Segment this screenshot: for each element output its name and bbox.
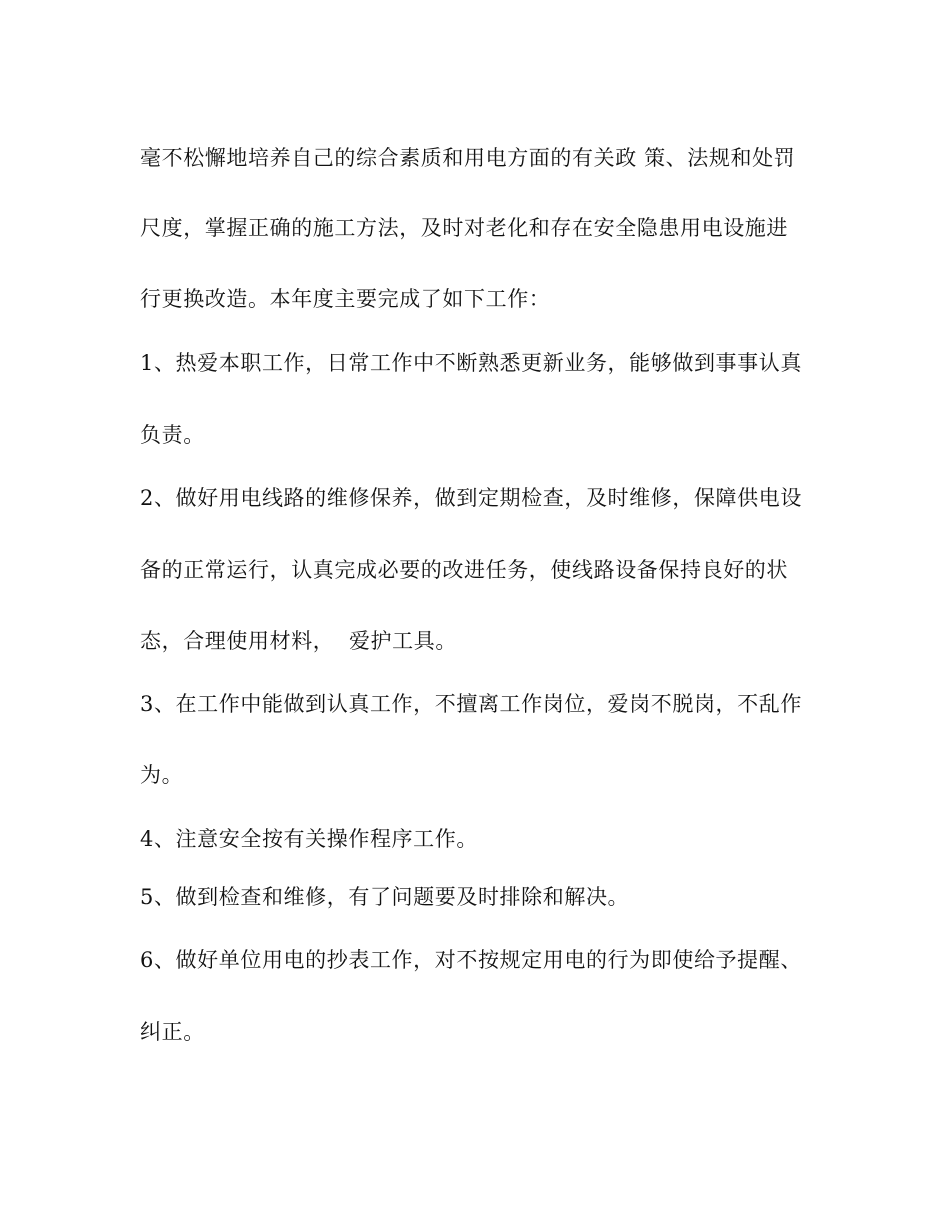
list-item-6-line-2: 纠正。 bbox=[140, 1020, 205, 1044]
paragraph-intro-line-2: 尺度，掌握正确的施工方法，及时对老化和存在安全隐患用电设施进 bbox=[140, 216, 788, 240]
paragraph-intro-line-3: 行更换改造。本年度主要完成了如下工作： bbox=[140, 287, 551, 311]
list-item-6-line-1: 6、做好单位用电的抄表工作，对不按规定用电的行为即使给予提醒、 bbox=[140, 948, 802, 972]
list-item-2-line-2: 备的正常运行，认真完成必要的改进任务，使线路设备保持良好的状 bbox=[140, 558, 788, 582]
list-item-1-line-1: 1、热爱本职工作，日常工作中不断熟悉更新业务，能够做到事事认真 bbox=[140, 351, 802, 375]
list-item-2-line-3: 态，合理使用材料， 爱护工具。 bbox=[140, 629, 457, 653]
list-item-2-line-1: 2、做好用电线路的维修保养，做到定期检查，及时维修，保障供电设 bbox=[140, 486, 802, 510]
list-item-1-line-2: 负责。 bbox=[140, 423, 205, 447]
paragraph-intro-line-1: 毫不松懈地培养自己的综合素质和用电方面的有关政 策、法规和处罚 bbox=[140, 146, 796, 170]
list-item-5: 5、做到检查和维修，有了问题要及时排除和解决。 bbox=[140, 885, 630, 909]
list-item-3-line-2: 为。 bbox=[140, 763, 184, 787]
list-item-3-line-1: 3、在工作中能做到认真工作，不擅离工作岗位，爱岗不脱岗，不乱作 bbox=[140, 692, 802, 716]
list-item-4: 4、注意安全按有关操作程序工作。 bbox=[140, 827, 478, 851]
